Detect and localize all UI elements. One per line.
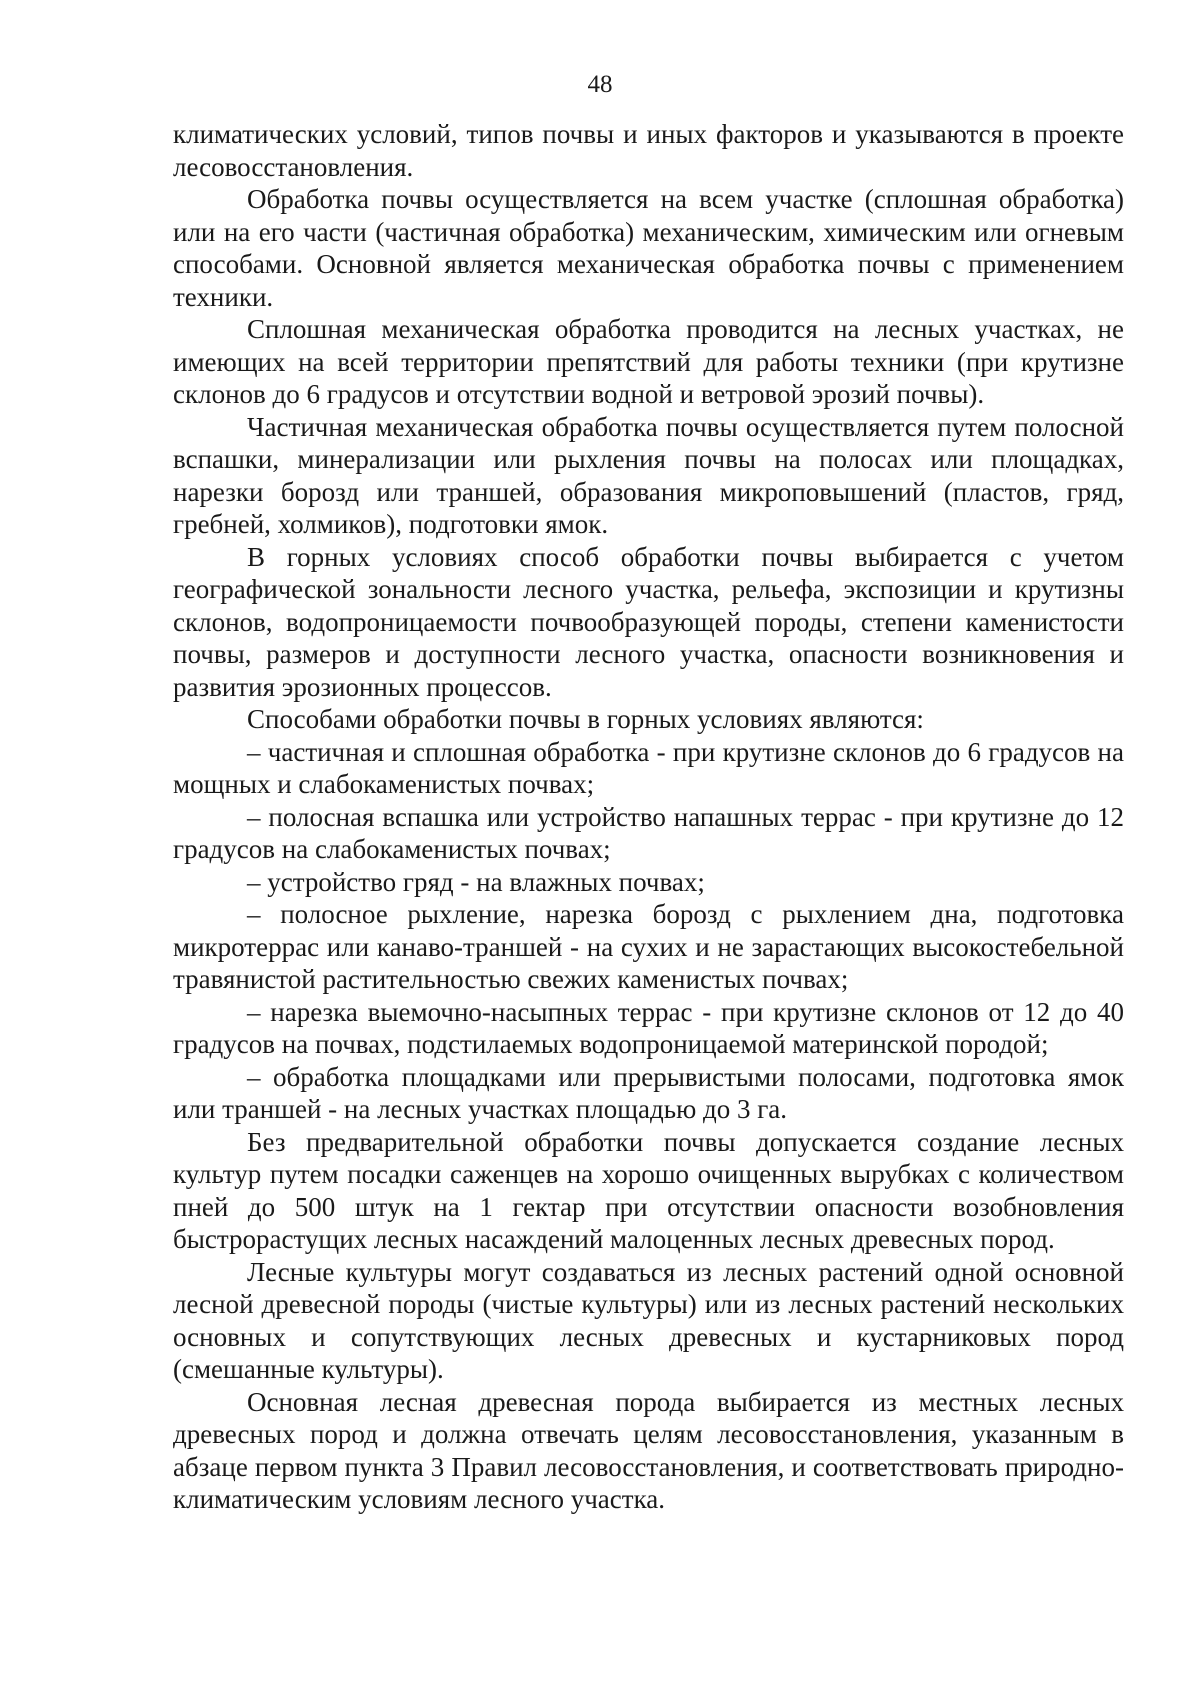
paragraph: Основная лесная древесная порода выбирается из местных лесных древесных пород и должна отвечать целям лесовосстановления, указанным в абзаце первом пункта 3 Правил лесовосстановления, и соответствовать природно-климатическим условиям лесного участка.: [173, 1386, 1124, 1514]
list-item: – полосное рыхление, нарезка борозд с рыхлением дна, подготовка микротеррас или канаво-траншей - на сухих и не зарастающих высокостебельной травянистой растительностью свежих каменистых почвах;: [173, 899, 1124, 994]
paragraph: Способами обработки почвы в горных условиях являются:: [247, 704, 924, 734]
document-body: [173, 118, 1124, 1516]
paragraph: Обработка почвы осуществляется на всем участке (сплошная обработка) или на его части (частичная обработка) механическим, химическим или огневым способами. Основной является механическая обработка почвы с применением техники.: [173, 184, 1124, 312]
list-item: – полосная вспашка или устройство напашных террас - при крутизне до 12 градусов на слабокаменистых почвах;: [173, 801, 1124, 864]
list-item: – обработка площадками или прерывистыми полосами, подготовка ямок или траншей - на лесных участках площадью до 3 га.: [173, 1061, 1124, 1124]
list-item: – частичная и сплошная обработка - при крутизне склонов до 6 градусов на мощных и слабокаменистых почвах;: [173, 736, 1124, 799]
page-number: 48: [587, 71, 613, 98]
paragraph: климатических условий, типов почвы и иных факторов и указываются в проекте лесовосстановления.: [173, 119, 1124, 182]
paragraph: Сплошная механическая обработка проводится на лесных участках, не имеющих на всей территории препятствий для работы техники (при крутизне склонов до 6 градусов и отсутствии водной и ветровой эрозий почвы).: [173, 314, 1124, 409]
paragraph: Частичная механическая обработка почвы осуществляется путем полосной вспашки, минерализации или рыхления почвы на полосах или площадках, нарезки борозд или траншей, образования микроповышений (пластов, гряд, гребней, холмиков), подготовки ямок.: [173, 411, 1124, 539]
paragraph: Лесные культуры могут создаваться из лесных растений одной основной лесной древесной породы (чистые культуры) или из лесных растений нескольких основных и сопутствующих лесных древесных и кустарниковых пород (смешанные культуры).: [173, 1256, 1124, 1384]
paragraph: В горных условиях способ обработки почвы выбирается с учетом географической зональности лесного участка, рельефа, экспозиции и крутизны склонов, водопроницаемости почвообразующей породы, степени каменистости почвы, размеров и доступности лесного участка, опасности возникновения и развития эрозионных процессов.: [173, 541, 1124, 702]
list-item: – нарезка выемочно-насыпных террас - при крутизне склонов от 12 до 40 градусов на почвах, подстилаемых водопроницаемой материнской породой;: [173, 996, 1124, 1059]
paragraph: Без предварительной обработки почвы допускается создание лесных культур путем посадки саженцев на хорошо очищенных вырубках с количеством пней до 500 штук на 1 гектар при отсутствии опасности возобновления быстрорастущих лесных насаждений малоценных лесных древесных пород.: [173, 1126, 1124, 1254]
list-item: – устройство гряд - на влажных почвах;: [247, 866, 705, 897]
